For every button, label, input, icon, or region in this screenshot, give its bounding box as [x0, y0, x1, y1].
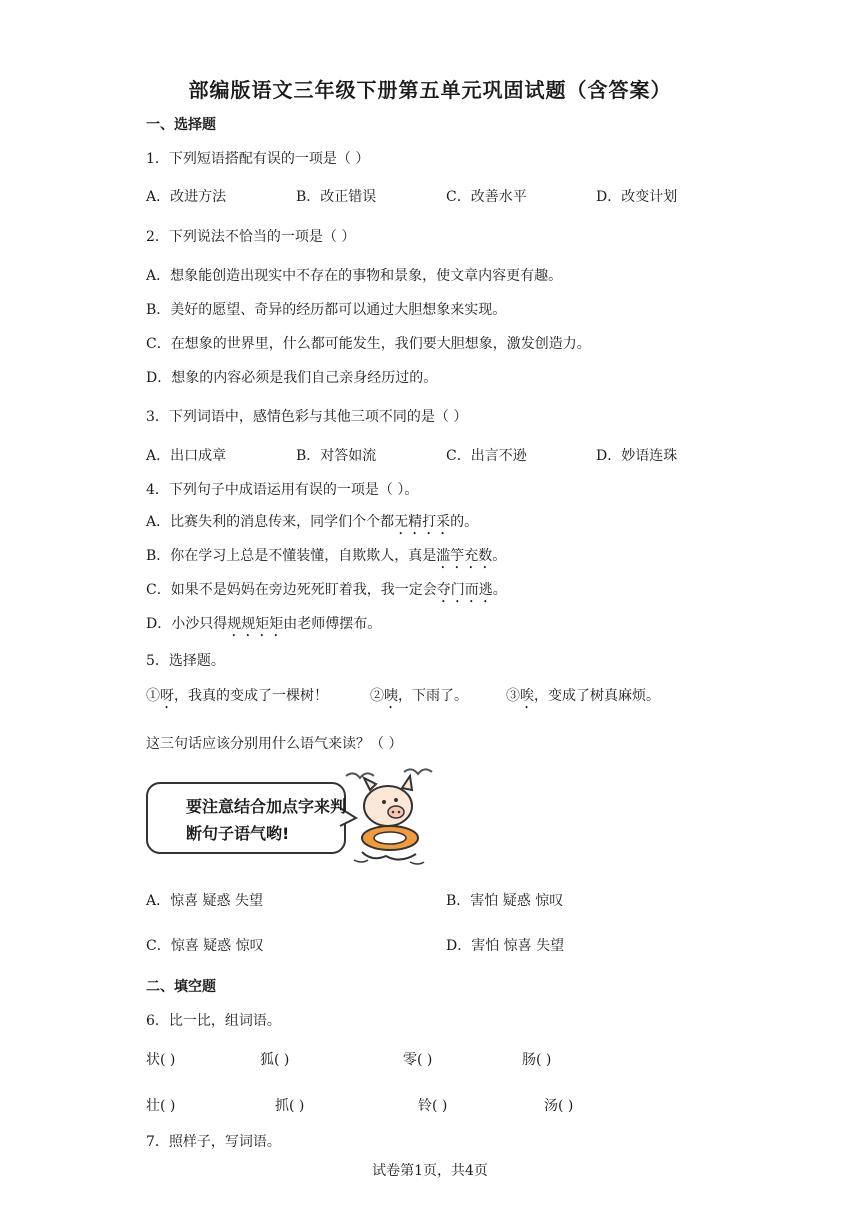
emphasized-idiom: 滥竽充数 [436, 548, 493, 564]
page-footer: 试卷第1页，共4页 [372, 1163, 488, 1179]
question-2-option-c: C．在想象的世界里，什么都可能发生，我们要大胆想象，激发创造力。 [146, 336, 591, 352]
question-5-sentence-3: ③唉，变成了树真麻烦。 [506, 688, 660, 704]
question-6-blank: 汤( ) [544, 1098, 574, 1114]
question-4-option-d: D．小沙只得规规矩矩由老师傅摆布。 [146, 616, 382, 632]
question-5-question: 这三句话应该分别用什么语气来读？（ ） [146, 736, 403, 752]
question-4-option-a: A．比赛失利的消息传来，同学们个个都无精打采的。 [146, 514, 479, 530]
question-1-option-c: C．改善水平 [446, 189, 527, 205]
question-6-blank: 壮( ) [146, 1098, 176, 1114]
question-6-blank: 抓( ) [275, 1098, 305, 1114]
page-title: 部编版语文三年级下册第五单元巩固试题（含答案） [188, 78, 672, 102]
question-4-stem: 4．下列句子中成语运用有误的一项是（ ）。 [146, 482, 419, 498]
question-6-blank: 零( ) [403, 1052, 433, 1068]
question-7-stem: 7．照样子，写词语。 [146, 1134, 281, 1150]
emphasized-idiom: 规规矩矩 [227, 616, 284, 632]
question-5-option-c: C．惊喜 疑惑 惊叹 [146, 938, 264, 954]
question-1-stem: 1．下列短语搭配有误的一项是（ ） [146, 151, 370, 167]
question-5-option-d: D．害怕 惊喜 失望 [446, 938, 565, 954]
section-heading-choice: 一、选择题 [146, 117, 216, 133]
question-6-blank: 肠( ) [522, 1052, 552, 1068]
emphasized-idiom: 夺门而逃 [436, 582, 493, 598]
emphasized-char: 唉 [520, 688, 534, 704]
question-3-option-a: A．出口成章 [146, 448, 227, 464]
question-6-blank: 状( ) [146, 1052, 176, 1068]
question-2-option-a: A．想象能创造出现实中不存在的事物和景象，使文章内容更有趣。 [146, 268, 563, 284]
question-2-option-b: B．美好的愿望、奇异的经历都可以通过大胆想象来实现。 [146, 302, 507, 318]
hint-bubble-text: 要注意结合加点字来判断句子语气哟! [186, 797, 347, 843]
question-6-blank: 狐( ) [260, 1052, 290, 1068]
question-5-stem: 5．选择题。 [146, 653, 225, 669]
question-1-option-b: B．改正错误 [296, 189, 377, 205]
question-5-sentence-2: ②咦，下雨了。 [370, 688, 468, 704]
question-4-option-c: C．如果不是妈妈在旁边死死盯着我，我一定会夺门而逃。 [146, 582, 507, 598]
question-5-option-a: A．惊喜 疑惑 失望 [146, 893, 264, 909]
emphasized-idiom: 无精打采 [394, 514, 451, 530]
question-1-option-a: A．改进方法 [146, 189, 227, 205]
question-2-stem: 2．下列说法不恰当的一项是（ ） [146, 229, 356, 245]
question-5-sentence-1: ①呀，我真的变成了一棵树！ [146, 688, 328, 704]
question-2-option-d: D．想象的内容必须是我们自己亲身经历过的。 [146, 370, 438, 386]
question-3-option-d: D．妙语连珠 [596, 448, 678, 464]
question-1-option-d: D．改变计划 [596, 189, 678, 205]
question-6-stem: 6．比一比，组词语。 [146, 1013, 281, 1029]
question-3-option-c: C．出言不逊 [446, 448, 527, 464]
emphasized-char: 呀 [160, 688, 174, 704]
section-heading-fill: 二、填空题 [146, 979, 216, 995]
question-4-option-b: B．你在学习上总是不懂装懂，自欺欺人，真是滥竽充数。 [146, 548, 507, 564]
question-5-option-b: B．害怕 疑惑 惊叹 [446, 893, 564, 909]
question-6-blank: 铃( ) [418, 1098, 448, 1114]
pig-cartoon-icon [340, 760, 440, 870]
question-3-option-b: B．对答如流 [296, 448, 377, 464]
emphasized-char: 咦 [384, 688, 398, 704]
question-3-stem: 3．下列词语中，感情色彩与其他三项不同的是（ ） [146, 409, 468, 425]
